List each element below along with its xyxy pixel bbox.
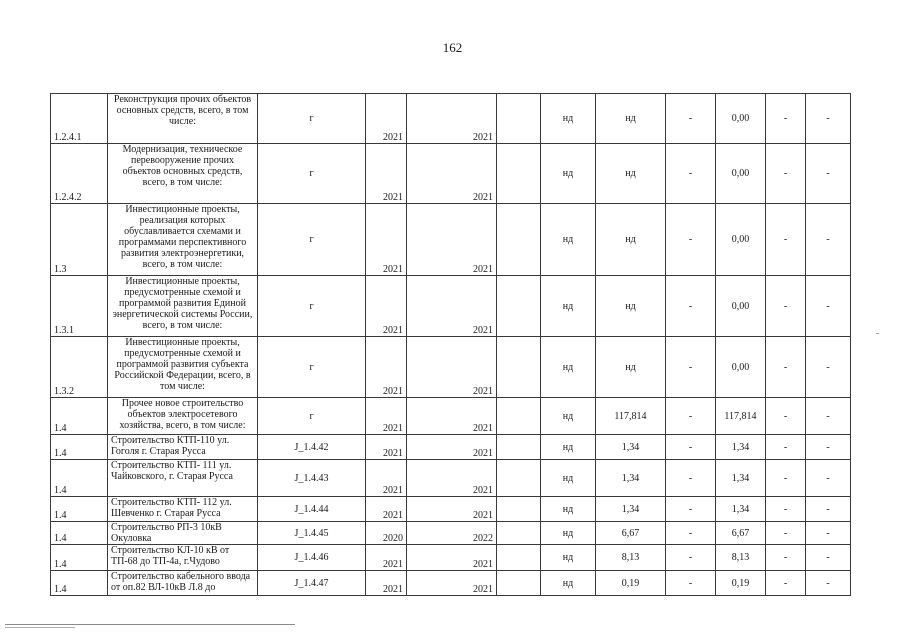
project-name: Строительство кабельного ввода от оп.82 ВЛ-10кВ Л.8 до	[108, 571, 258, 596]
value-2: 8,13	[596, 545, 666, 571]
project-code: J_1.4.45	[258, 522, 366, 545]
project-code: г	[258, 94, 366, 144]
table-row	[51, 460, 851, 497]
value-2: нд	[596, 204, 666, 276]
row-number: 1.4	[51, 522, 108, 545]
table-row	[51, 337, 851, 398]
investment-projects-table	[50, 93, 851, 596]
project-name: Модернизация, техническое перевооружение прочих объектов основных средств, всего, в том числе:	[108, 144, 258, 204]
value-1: нд	[541, 94, 596, 144]
value-4: 117,814	[716, 398, 766, 435]
row-number: 1.2.4.2	[51, 144, 108, 204]
table-row	[51, 144, 851, 204]
value-6: -	[806, 144, 851, 204]
value-2: 1,34	[596, 435, 666, 460]
value-1: нд	[541, 545, 596, 571]
value-4: 8,13	[716, 545, 766, 571]
start-year: 2021	[366, 276, 407, 337]
project-name: Строительство КТП-110 ул. Гоголя г. Старая Русса	[108, 435, 258, 460]
end-year: 2021	[407, 497, 497, 522]
value-5: -	[766, 435, 806, 460]
value-6: -	[806, 460, 851, 497]
end-year: 2021	[407, 460, 497, 497]
value-1: нд	[541, 571, 596, 596]
end-year: 2021	[407, 398, 497, 435]
empty-cell	[497, 497, 541, 522]
value-2: нд	[596, 144, 666, 204]
project-code: г	[258, 276, 366, 337]
value-4: 0,00	[716, 94, 766, 144]
empty-cell	[497, 144, 541, 204]
start-year: 2021	[366, 204, 407, 276]
value-3: -	[666, 204, 716, 276]
end-year: 2021	[407, 435, 497, 460]
project-name: Строительство КТП- 112 ул. Шевченко г. Старая Русса	[108, 497, 258, 522]
row-number: 1.4	[51, 435, 108, 460]
row-number: 1.4	[51, 460, 108, 497]
value-4: 1,34	[716, 435, 766, 460]
start-year: 2021	[366, 497, 407, 522]
value-6: -	[806, 522, 851, 545]
empty-cell	[497, 337, 541, 398]
value-5: -	[766, 337, 806, 398]
project-code: J_1.4.44	[258, 497, 366, 522]
table-body	[51, 94, 851, 596]
value-2: нд	[596, 276, 666, 337]
footer-rule-short	[5, 627, 75, 628]
empty-cell	[497, 522, 541, 545]
table-row	[51, 204, 851, 276]
empty-cell	[497, 545, 541, 571]
value-2: 1,34	[596, 497, 666, 522]
project-code: J_1.4.42	[258, 435, 366, 460]
value-1: нд	[541, 522, 596, 545]
table-row	[51, 94, 851, 144]
project-code: J_1.4.43	[258, 460, 366, 497]
value-3: -	[666, 94, 716, 144]
value-4: 0,00	[716, 204, 766, 276]
end-year: 2021	[407, 144, 497, 204]
value-6: -	[806, 204, 851, 276]
project-name: Реконструкция прочих объектов основных средств, всего, в том числе:	[108, 94, 258, 144]
value-4: 0,00	[716, 337, 766, 398]
value-2: 1,34	[596, 460, 666, 497]
value-2: 0,19	[596, 571, 666, 596]
value-3: -	[666, 571, 716, 596]
start-year: 2021	[366, 337, 407, 398]
project-code: г	[258, 204, 366, 276]
project-name: Строительство КЛ-10 кВ от ТП-68 до ТП-4а, г.Чудово	[108, 545, 258, 571]
project-code: J_1.4.47	[258, 571, 366, 596]
empty-cell	[497, 398, 541, 435]
value-4: 0,19	[716, 571, 766, 596]
value-1: нд	[541, 398, 596, 435]
value-1: нд	[541, 204, 596, 276]
value-6: -	[806, 94, 851, 144]
value-4: 0,00	[716, 144, 766, 204]
table-row	[51, 435, 851, 460]
value-5: -	[766, 571, 806, 596]
value-6: -	[806, 276, 851, 337]
value-5: -	[766, 497, 806, 522]
table-row	[51, 571, 851, 596]
row-number: 1.2.4.1	[51, 94, 108, 144]
value-6: -	[806, 398, 851, 435]
value-2: 6,67	[596, 522, 666, 545]
value-1: нд	[541, 337, 596, 398]
end-year: 2021	[407, 204, 497, 276]
value-3: -	[666, 497, 716, 522]
value-5: -	[766, 460, 806, 497]
project-name: Прочее новое строительство объектов электросетевого хозяйства, всего, в том числе:	[108, 398, 258, 435]
value-2: 117,814	[596, 398, 666, 435]
table-row	[51, 522, 851, 545]
value-5: -	[766, 522, 806, 545]
start-year: 2021	[366, 144, 407, 204]
value-3: -	[666, 460, 716, 497]
start-year: 2021	[366, 94, 407, 144]
table-row	[51, 497, 851, 522]
row-number: 1.3.1	[51, 276, 108, 337]
value-5: -	[766, 204, 806, 276]
end-year: 2021	[407, 276, 497, 337]
value-4: 1,34	[716, 497, 766, 522]
project-name: Строительство КТП- 111 ул. Чайковского, г. Старая Русса	[108, 460, 258, 497]
value-4: 0,00	[716, 276, 766, 337]
value-3: -	[666, 435, 716, 460]
value-3: -	[666, 337, 716, 398]
value-6: -	[806, 497, 851, 522]
value-2: нд	[596, 337, 666, 398]
row-number: 1.4	[51, 497, 108, 522]
project-name: Инвестиционные проекты, предусмотренные схемой и программой развития субъекта Российской Федерации, всего, в том числе:	[108, 337, 258, 398]
project-name: Инвестиционные проекты, реализация которых обуславливается схемами и программами перспективного развития электроэнергетики, всего, в том числе:	[108, 204, 258, 276]
table-row	[51, 276, 851, 337]
start-year: 2021	[366, 571, 407, 596]
footer-rule	[5, 624, 295, 625]
value-2: нд	[596, 94, 666, 144]
row-number: 1.4	[51, 398, 108, 435]
value-6: -	[806, 545, 851, 571]
value-1: нд	[541, 497, 596, 522]
project-code: г	[258, 398, 366, 435]
value-4: 6,67	[716, 522, 766, 545]
value-6: -	[806, 571, 851, 596]
end-year: 2021	[407, 571, 497, 596]
project-code: J_1.4.46	[258, 545, 366, 571]
value-5: -	[766, 276, 806, 337]
end-year: 2021	[407, 337, 497, 398]
scan-artifact	[876, 333, 879, 334]
value-1: нд	[541, 144, 596, 204]
table-row	[51, 545, 851, 571]
empty-cell	[497, 435, 541, 460]
end-year: 2021	[407, 545, 497, 571]
value-3: -	[666, 276, 716, 337]
start-year: 2021	[366, 435, 407, 460]
empty-cell	[497, 94, 541, 144]
value-5: -	[766, 144, 806, 204]
value-5: -	[766, 94, 806, 144]
empty-cell	[497, 204, 541, 276]
project-name: Инвестиционные проекты, предусмотренные схемой и программой развития Единой энергетической системы России, всего, в том числе:	[108, 276, 258, 337]
value-3: -	[666, 545, 716, 571]
value-3: -	[666, 522, 716, 545]
start-year: 2021	[366, 545, 407, 571]
value-1: нд	[541, 460, 596, 497]
project-name: Строительство РП-3 10кВ Окуловка	[108, 522, 258, 545]
table-row	[51, 398, 851, 435]
value-6: -	[806, 337, 851, 398]
start-year: 2021	[366, 398, 407, 435]
row-number: 1.3	[51, 204, 108, 276]
value-4: 1,34	[716, 460, 766, 497]
value-3: -	[666, 398, 716, 435]
row-number: 1.4	[51, 571, 108, 596]
value-5: -	[766, 545, 806, 571]
value-1: нд	[541, 276, 596, 337]
value-3: -	[666, 144, 716, 204]
row-number: 1.3.2	[51, 337, 108, 398]
project-code: г	[258, 144, 366, 204]
empty-cell	[497, 571, 541, 596]
value-1: нд	[541, 435, 596, 460]
end-year: 2022	[407, 522, 497, 545]
value-6: -	[806, 435, 851, 460]
empty-cell	[497, 276, 541, 337]
start-year: 2021	[366, 460, 407, 497]
start-year: 2020	[366, 522, 407, 545]
value-5: -	[766, 398, 806, 435]
end-year: 2021	[407, 94, 497, 144]
empty-cell	[497, 460, 541, 497]
page-number: 162	[442, 40, 463, 55]
row-number: 1.4	[51, 545, 108, 571]
project-code: г	[258, 337, 366, 398]
